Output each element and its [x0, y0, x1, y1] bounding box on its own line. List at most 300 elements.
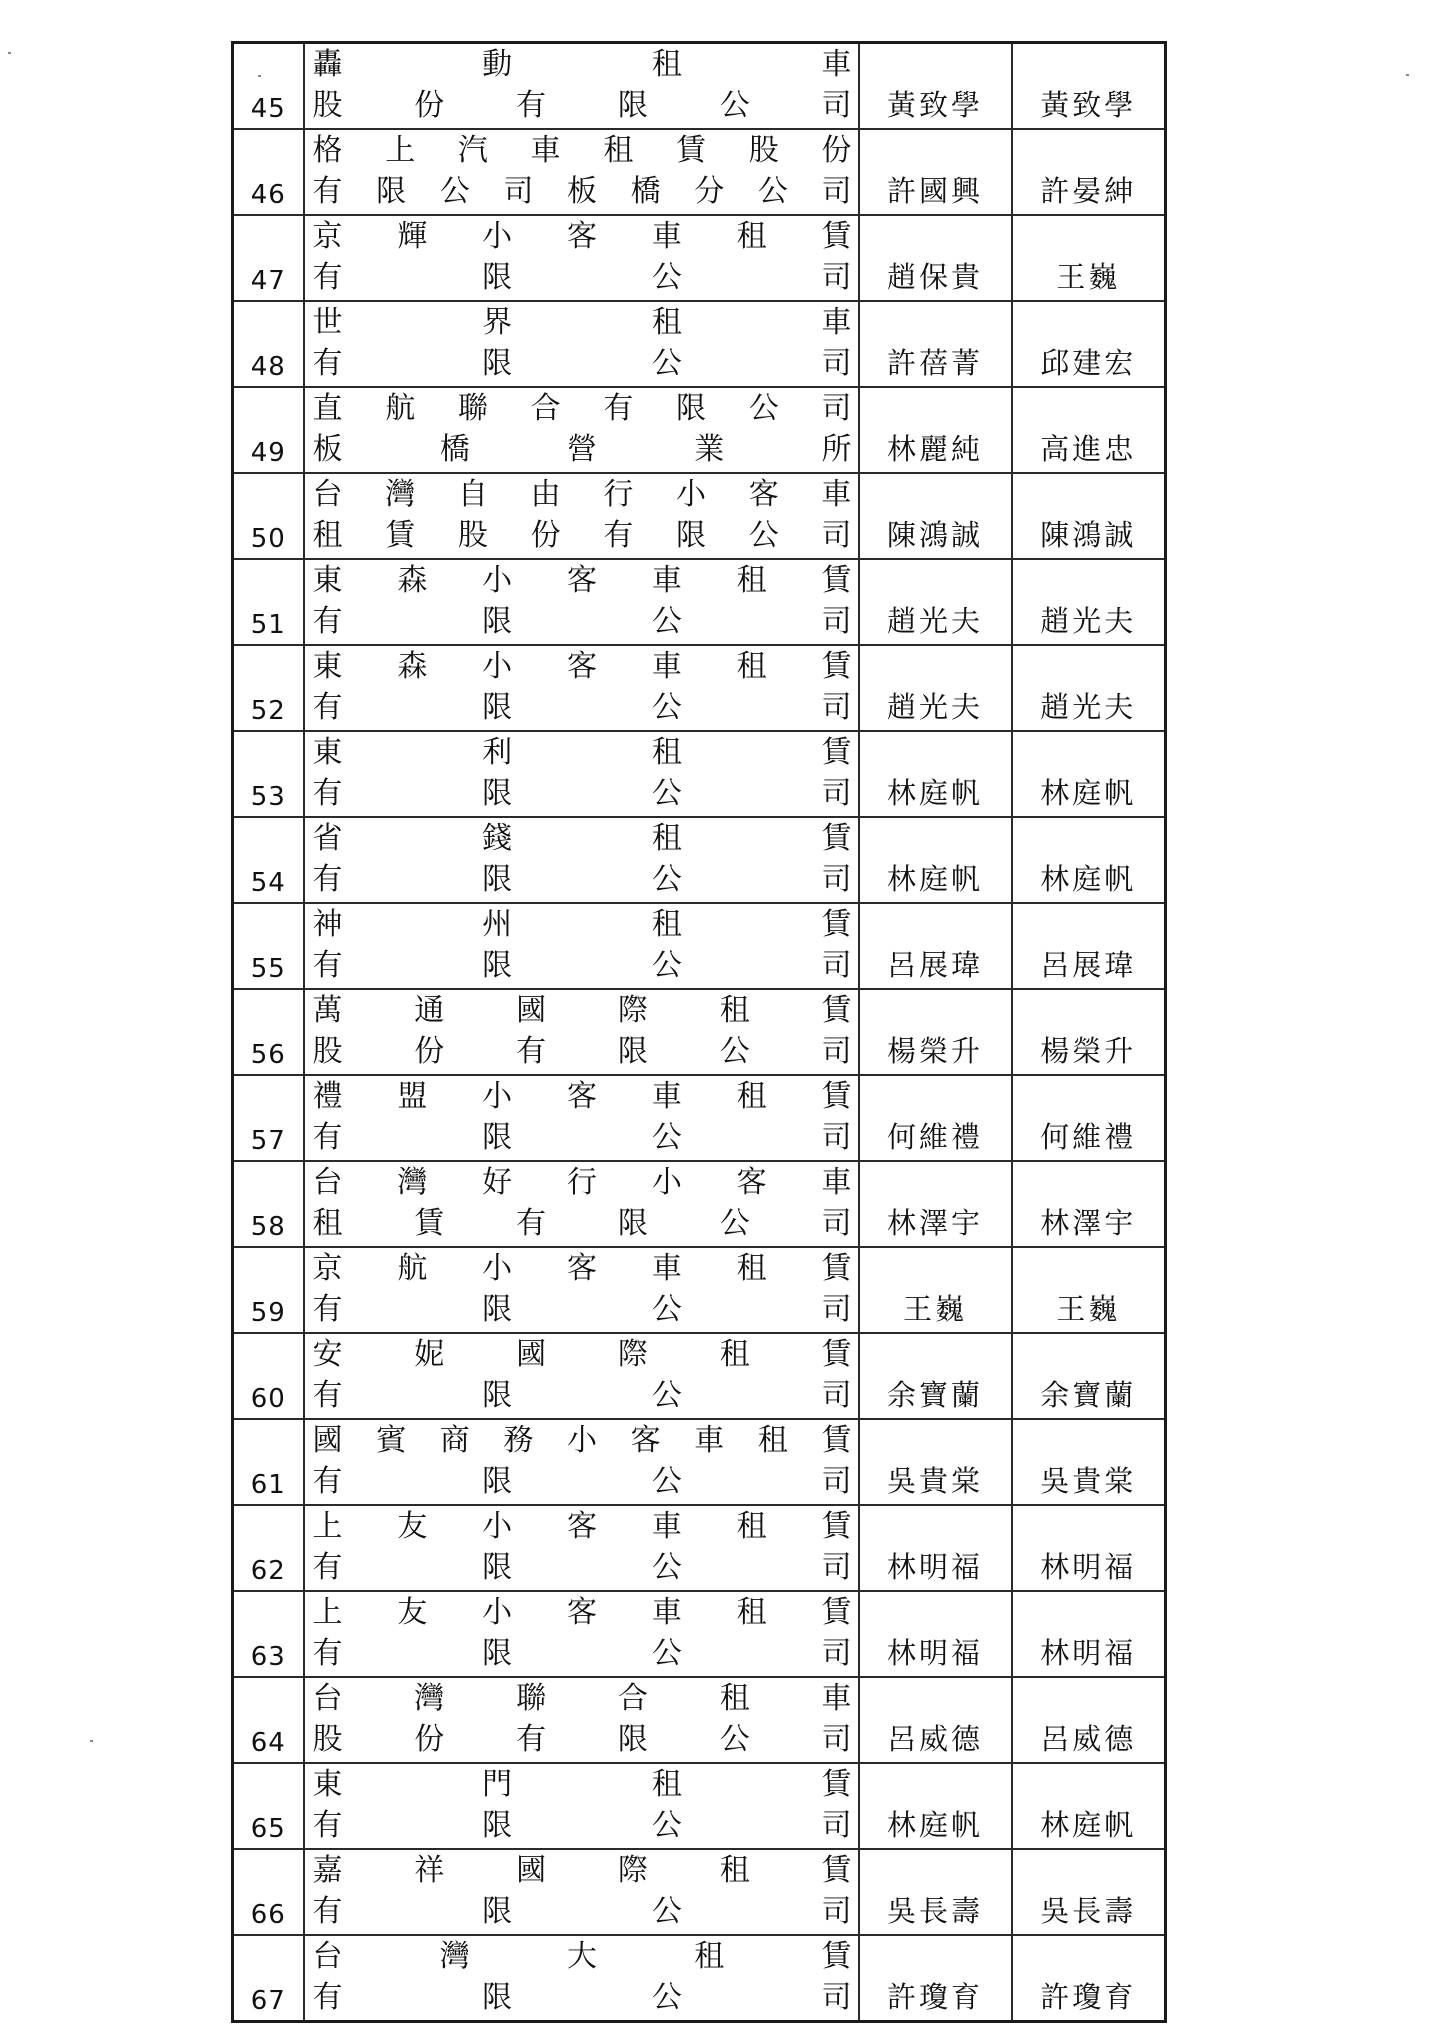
company-name-char: 租 — [651, 1767, 682, 1802]
company-name-char: 租 — [719, 1853, 750, 1888]
company-name-char: 公 — [651, 346, 682, 381]
company-name-char: 車 — [821, 477, 852, 512]
company-name-line-1 — [313, 732, 852, 773]
manager-cell: 黃致學 — [1012, 43, 1166, 130]
row-number: 47 — [233, 215, 304, 301]
company-name-char: 限 — [482, 604, 513, 639]
company-name-char: 國 — [516, 993, 547, 1028]
company-name-line-1 — [313, 1334, 852, 1375]
scan-speck — [8, 52, 11, 54]
company-name-char: 公 — [651, 776, 682, 811]
company-name-char: 通 — [414, 993, 445, 1028]
company-name-char: 分 — [694, 174, 725, 209]
company-name-char: 有 — [312, 1292, 343, 1327]
company-name-char: 嘉 — [312, 1853, 343, 1888]
company-name-char: 台 — [312, 1939, 343, 1974]
company-name-char: 省 — [312, 821, 343, 856]
company-name-char: 賃 — [676, 133, 707, 168]
company-name-line-1 — [313, 1592, 852, 1633]
company-name-char: 灣 — [439, 1939, 470, 1974]
company-name-line-1 — [313, 474, 852, 515]
company-name-char: 公 — [651, 1378, 682, 1413]
manager-cell: 何維禮 — [1012, 1075, 1166, 1161]
company-name-char: 車 — [651, 1079, 682, 1114]
manager-cell: 林庭帆 — [1012, 731, 1166, 817]
table-row — [233, 731, 1166, 817]
row-number: 57 — [233, 1075, 304, 1161]
company-name-line-1 — [313, 388, 852, 429]
company-name-char: 公 — [748, 391, 779, 426]
company-name-char: 司 — [821, 391, 852, 426]
company-name-char: 賃 — [414, 1206, 445, 1241]
company-name-char: 東 — [312, 649, 343, 684]
company-name-char: 盟 — [397, 1079, 428, 1114]
representative-cell: 呂威德 — [859, 1677, 1012, 1763]
company-name-char: 錢 — [482, 821, 513, 856]
company-name-char: 萬 — [312, 993, 343, 1028]
company-name-line-2 — [313, 1805, 852, 1846]
rental-company-table — [231, 41, 1167, 2023]
company-name-char: 際 — [617, 1853, 648, 1888]
company-name-char: 租 — [736, 1251, 767, 1286]
company-name-char: 小 — [482, 1079, 513, 1114]
company-name-char: 司 — [821, 1120, 852, 1155]
company-name-char: 租 — [312, 518, 343, 553]
company-name-char: 司 — [821, 1550, 852, 1585]
company-name-char: 轟 — [312, 47, 343, 82]
company-name-char: 灣 — [385, 477, 416, 512]
company-name-char: 車 — [821, 1681, 852, 1716]
company-name-char: 有 — [312, 1980, 343, 2015]
table-row — [233, 989, 1166, 1075]
row-number: 60 — [233, 1333, 304, 1419]
company-name-char: 租 — [736, 649, 767, 684]
company-name-cell — [304, 989, 859, 1075]
company-name-char: 份 — [414, 1034, 445, 1069]
representative-cell: 林庭帆 — [859, 731, 1012, 817]
company-name-line-1 — [313, 1248, 852, 1289]
company-name-cell — [304, 1677, 859, 1763]
company-name-line-2 — [313, 1289, 852, 1330]
company-name-char: 灣 — [397, 1165, 428, 1200]
company-name-char: 大 — [567, 1939, 597, 1974]
company-name-char: 公 — [719, 1206, 750, 1241]
company-name-cell — [304, 43, 859, 130]
company-name-line-1 — [313, 1678, 852, 1719]
company-name-char: 限 — [617, 1722, 648, 1757]
company-name-char: 租 — [651, 305, 682, 340]
company-name-char: 友 — [397, 1595, 428, 1630]
company-name-char: 限 — [482, 948, 513, 983]
company-name-char: 聯 — [516, 1681, 547, 1716]
representative-cell: 趙光夫 — [859, 559, 1012, 645]
company-name-char: 股 — [312, 88, 343, 123]
manager-cell: 呂展瑋 — [1012, 903, 1166, 989]
table-row — [233, 43, 1166, 130]
company-name-cell — [304, 1763, 859, 1849]
company-name-char: 租 — [719, 1681, 750, 1716]
company-name-char: 限 — [482, 1464, 513, 1499]
company-name-char: 好 — [482, 1165, 513, 1200]
company-name-char: 有 — [312, 690, 343, 725]
company-name-char: 公 — [757, 174, 788, 209]
company-name-line-2 — [313, 1633, 852, 1674]
company-name-char: 車 — [821, 305, 852, 340]
manager-cell: 林庭帆 — [1012, 1763, 1166, 1849]
company-name-char: 小 — [482, 1251, 513, 1286]
company-name-char: 公 — [439, 174, 470, 209]
company-name-char: 客 — [748, 477, 779, 512]
manager-cell: 趙光夫 — [1012, 645, 1166, 731]
company-name-char: 公 — [651, 1464, 682, 1499]
company-name-line-2 — [313, 773, 852, 814]
company-name-char: 公 — [748, 518, 779, 553]
company-name-char: 限 — [482, 1120, 513, 1155]
company-name-char: 上 — [385, 133, 416, 168]
company-name-char: 客 — [566, 1509, 597, 1544]
company-name-line-2 — [313, 1719, 852, 1760]
company-name-char: 車 — [651, 1509, 682, 1544]
company-name-line-2 — [313, 85, 852, 126]
company-name-char: 租 — [603, 133, 634, 168]
company-name-char: 有 — [603, 391, 634, 426]
company-name-char: 租 — [757, 1423, 788, 1458]
company-name-char: 有 — [312, 1464, 343, 1499]
company-name-char: 所 — [821, 432, 852, 467]
company-name-char: 有 — [312, 260, 343, 295]
company-name-char: 國 — [516, 1853, 547, 1888]
company-name-char: 有 — [312, 1378, 343, 1413]
company-name-char: 合 — [617, 1681, 648, 1716]
company-name-char: 車 — [651, 1251, 682, 1286]
company-name-cell — [304, 1419, 859, 1505]
company-name-char: 有 — [312, 1120, 343, 1155]
company-name-char: 限 — [482, 1378, 513, 1413]
manager-cell: 林明福 — [1012, 1505, 1166, 1591]
company-name-line-2 — [313, 429, 852, 470]
company-name-line-1 — [313, 302, 852, 343]
company-name-line-2 — [313, 171, 852, 212]
company-name-char: 公 — [651, 862, 682, 897]
company-name-char: 小 — [482, 219, 513, 254]
company-name-char: 公 — [651, 690, 682, 725]
company-name-char: 上 — [312, 1509, 343, 1544]
company-name-char: 租 — [694, 1939, 725, 1974]
company-name-char: 限 — [482, 776, 513, 811]
company-name-char: 由 — [530, 477, 561, 512]
company-name-char: 車 — [530, 133, 561, 168]
company-name-cell — [304, 559, 859, 645]
manager-cell: 吳貴棠 — [1012, 1419, 1166, 1505]
company-name-char: 營 — [567, 432, 597, 467]
company-name-char: 有 — [312, 1894, 343, 1929]
company-name-char: 公 — [651, 260, 682, 295]
company-name-char: 聯 — [457, 391, 488, 426]
company-name-line-1 — [313, 1936, 852, 1977]
company-name-char: 租 — [719, 1337, 750, 1372]
company-name-char: 車 — [651, 649, 682, 684]
company-name-char: 賃 — [821, 563, 852, 598]
company-name-char: 公 — [651, 1292, 682, 1327]
company-name-line-2 — [313, 945, 852, 986]
table-row — [233, 387, 1166, 473]
manager-cell: 林明福 — [1012, 1591, 1166, 1677]
representative-cell: 許瓊育 — [859, 1935, 1012, 2022]
table-row — [233, 1333, 1166, 1419]
company-name-char: 際 — [617, 1337, 648, 1372]
row-number: 56 — [233, 989, 304, 1075]
company-name-char: 務 — [503, 1423, 534, 1458]
company-name-char: 租 — [736, 219, 767, 254]
company-name-char: 國 — [312, 1423, 343, 1458]
representative-cell: 林麗純 — [859, 387, 1012, 473]
company-name-char: 租 — [736, 1509, 767, 1544]
company-name-cell — [304, 1161, 859, 1247]
row-number: 52 — [233, 645, 304, 731]
company-name-char: 限 — [482, 1808, 513, 1843]
company-name-char: 京 — [312, 1251, 343, 1286]
company-name-char: 車 — [651, 1595, 682, 1630]
table-row — [233, 129, 1166, 215]
manager-cell: 余寶蘭 — [1012, 1333, 1166, 1419]
company-name-char: 客 — [566, 1595, 597, 1630]
company-name-line-1 — [313, 130, 852, 171]
company-name-char: 司 — [821, 1980, 852, 2015]
manager-cell: 許晏紳 — [1012, 129, 1166, 215]
company-name-char: 租 — [651, 735, 682, 770]
row-number: 53 — [233, 731, 304, 817]
representative-cell: 趙光夫 — [859, 645, 1012, 731]
company-name-char: 賃 — [821, 735, 852, 770]
company-name-char: 汽 — [457, 133, 488, 168]
company-name-char: 司 — [821, 518, 852, 553]
representative-cell: 楊榮升 — [859, 989, 1012, 1075]
company-name-line-2 — [313, 1203, 852, 1244]
representative-cell: 林庭帆 — [859, 817, 1012, 903]
company-name-char: 份 — [414, 1722, 445, 1757]
company-name-char: 租 — [651, 821, 682, 856]
company-name-line-1 — [313, 1420, 852, 1461]
company-name-char: 有 — [516, 88, 547, 123]
company-name-char: 台 — [312, 477, 343, 512]
company-name-line-2 — [313, 1031, 852, 1072]
company-name-char: 客 — [566, 563, 597, 598]
company-name-char: 公 — [651, 1120, 682, 1155]
scan-speck — [90, 1740, 93, 1742]
company-name-char: 限 — [617, 1206, 648, 1241]
company-name-char: 東 — [312, 735, 343, 770]
company-name-char: 限 — [482, 1636, 513, 1671]
company-name-char: 司 — [821, 604, 852, 639]
company-name-char: 橋 — [630, 174, 661, 209]
company-name-char: 賃 — [821, 1509, 852, 1544]
company-name-char: 小 — [567, 1423, 597, 1458]
scan-speck — [1406, 74, 1409, 76]
company-name-char: 賃 — [821, 821, 852, 856]
representative-cell: 黃致學 — [859, 43, 1012, 130]
company-name-char: 司 — [821, 1722, 852, 1757]
company-name-line-1 — [313, 216, 852, 257]
table-row — [233, 473, 1166, 559]
company-name-char: 有 — [312, 1550, 343, 1585]
table-body — [233, 43, 1166, 2022]
company-name-char: 限 — [482, 1894, 513, 1929]
company-name-char: 客 — [736, 1165, 767, 1200]
company-name-char: 司 — [821, 1034, 852, 1069]
company-name-char: 租 — [719, 993, 750, 1028]
company-name-char: 租 — [736, 563, 767, 598]
table-row — [233, 645, 1166, 731]
representative-cell: 吳貴棠 — [859, 1419, 1012, 1505]
company-name-char: 有 — [312, 948, 343, 983]
table-row — [233, 1677, 1166, 1763]
company-name-line-1 — [313, 818, 852, 859]
representative-cell: 吳長壽 — [859, 1849, 1012, 1935]
company-name-char: 有 — [312, 1808, 343, 1843]
row-number: 46 — [233, 129, 304, 215]
company-name-char: 租 — [736, 1079, 767, 1114]
company-name-char: 股 — [312, 1034, 343, 1069]
company-name-cell — [304, 1591, 859, 1677]
company-name-char: 客 — [566, 649, 597, 684]
representative-cell: 趙保貴 — [859, 215, 1012, 301]
company-name-char: 直 — [312, 391, 343, 426]
company-name-char: 祥 — [414, 1853, 445, 1888]
company-name-line-1 — [313, 990, 852, 1031]
row-number: 48 — [233, 301, 304, 387]
row-number: 59 — [233, 1247, 304, 1333]
company-name-char: 車 — [821, 1165, 852, 1200]
company-name-char: 限 — [617, 88, 648, 123]
company-name-char: 司 — [821, 1206, 852, 1241]
company-name-line-2 — [313, 1547, 852, 1588]
company-name-char: 股 — [748, 133, 779, 168]
manager-cell: 高進忠 — [1012, 387, 1166, 473]
company-name-line-2 — [313, 515, 852, 556]
company-name-line-2 — [313, 687, 852, 728]
company-name-char: 限 — [617, 1034, 648, 1069]
company-name-line-1 — [313, 1076, 852, 1117]
manager-cell: 王巍 — [1012, 215, 1166, 301]
company-name-char: 賃 — [821, 1423, 852, 1458]
company-name-cell — [304, 731, 859, 817]
company-name-char: 格 — [312, 133, 343, 168]
company-name-char: 租 — [651, 907, 682, 942]
company-name-char: 租 — [651, 47, 682, 82]
company-name-char: 有 — [516, 1722, 547, 1757]
manager-cell: 陳鴻誠 — [1012, 473, 1166, 559]
row-number: 54 — [233, 817, 304, 903]
row-number: 51 — [233, 559, 304, 645]
company-name-char: 禮 — [312, 1079, 343, 1114]
company-name-char: 安 — [312, 1337, 343, 1372]
manager-cell: 林庭帆 — [1012, 817, 1166, 903]
company-name-char: 有 — [312, 862, 343, 897]
company-name-char: 動 — [482, 47, 513, 82]
company-name-char: 司 — [821, 1636, 852, 1671]
company-name-char: 公 — [651, 1550, 682, 1585]
row-number: 45 — [233, 43, 304, 130]
representative-cell: 林明福 — [859, 1505, 1012, 1591]
company-name-line-2 — [313, 601, 852, 642]
company-name-cell — [304, 129, 859, 215]
company-name-char: 客 — [566, 1251, 597, 1286]
company-name-char: 司 — [821, 1808, 852, 1843]
representative-cell: 林明福 — [859, 1591, 1012, 1677]
company-name-char: 賃 — [821, 1939, 852, 1974]
company-name-char: 公 — [651, 1636, 682, 1671]
table-row — [233, 903, 1166, 989]
company-name-cell — [304, 301, 859, 387]
company-name-char: 妮 — [414, 1337, 445, 1372]
company-name-char: 賓 — [376, 1423, 407, 1458]
company-name-char: 司 — [821, 776, 852, 811]
company-name-char: 航 — [397, 1251, 428, 1286]
company-name-line-1 — [313, 646, 852, 687]
company-name-char: 東 — [312, 1767, 343, 1802]
company-name-char: 司 — [821, 260, 852, 295]
table-row — [233, 817, 1166, 903]
company-name-char: 賃 — [821, 907, 852, 942]
company-name-char: 世 — [312, 305, 343, 340]
company-name-char: 森 — [397, 649, 428, 684]
company-name-char: 公 — [651, 1894, 682, 1929]
company-name-char: 行 — [603, 477, 634, 512]
company-name-char: 業 — [694, 432, 725, 467]
company-name-char: 司 — [821, 1894, 852, 1929]
company-name-char: 公 — [651, 604, 682, 639]
company-name-char: 租 — [736, 1595, 767, 1630]
company-name-char: 小 — [482, 1595, 513, 1630]
company-name-cell — [304, 473, 859, 559]
company-name-char: 司 — [503, 174, 534, 209]
table-row — [233, 1505, 1166, 1591]
company-name-line-1 — [313, 1764, 852, 1805]
company-name-line-1 — [313, 904, 852, 945]
company-name-char: 合 — [530, 391, 561, 426]
company-name-line-2 — [313, 859, 852, 900]
representative-cell: 許國興 — [859, 129, 1012, 215]
company-name-char: 賃 — [821, 1251, 852, 1286]
company-name-cell — [304, 1333, 859, 1419]
company-name-char: 司 — [821, 1464, 852, 1499]
manager-cell: 王巍 — [1012, 1247, 1166, 1333]
company-name-char: 客 — [630, 1423, 661, 1458]
company-name-char: 客 — [566, 219, 597, 254]
company-name-char: 限 — [482, 690, 513, 725]
company-name-cell — [304, 645, 859, 731]
company-name-char: 公 — [719, 88, 750, 123]
company-name-char: 司 — [821, 862, 852, 897]
company-name-cell — [304, 215, 859, 301]
company-name-char: 公 — [651, 1980, 682, 2015]
company-name-char: 有 — [312, 776, 343, 811]
manager-cell: 呂威德 — [1012, 1677, 1166, 1763]
company-name-char: 自 — [457, 477, 488, 512]
row-number: 67 — [233, 1935, 304, 2022]
company-name-char: 小 — [482, 563, 513, 598]
company-name-char: 賃 — [385, 518, 416, 553]
company-name-cell — [304, 1247, 859, 1333]
company-name-char: 限 — [676, 518, 707, 553]
company-name-char: 輝 — [397, 219, 428, 254]
company-name-char: 份 — [530, 518, 561, 553]
company-name-char: 限 — [482, 1550, 513, 1585]
company-name-char: 司 — [821, 1378, 852, 1413]
row-number: 63 — [233, 1591, 304, 1677]
company-name-char: 賃 — [821, 649, 852, 684]
row-number: 66 — [233, 1849, 304, 1935]
